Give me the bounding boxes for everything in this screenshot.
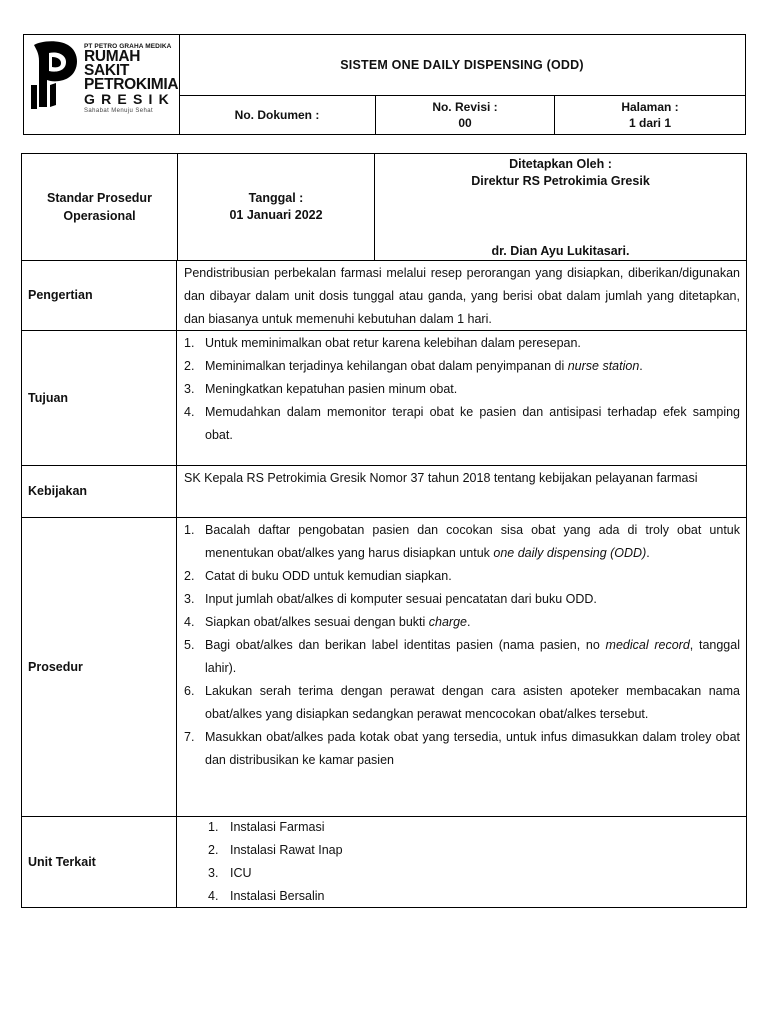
revision-value: 00 bbox=[458, 115, 472, 130]
list-item: 1. Instalasi Farmasi bbox=[208, 820, 325, 834]
tujuan-list bbox=[184, 332, 740, 447]
list-item: 4. Instalasi Bersalin bbox=[208, 889, 325, 903]
sop-header-row bbox=[22, 154, 746, 261]
list-item: 2. Catat di buku ODD untuk kemudian siapkan. bbox=[184, 569, 452, 583]
section-label: Kebijakan bbox=[22, 465, 177, 517]
prosedur-list bbox=[184, 519, 740, 772]
hospital-logo bbox=[24, 35, 180, 134]
list-item: 4. Siapkan obat/alkes sesuai dengan bukti charge. bbox=[184, 615, 471, 629]
logo-line2: PETROKIMIA bbox=[84, 76, 179, 93]
sop-date bbox=[178, 154, 375, 260]
revision-label: No. Revisi : bbox=[432, 99, 498, 114]
list-item: 2. Instalasi Rawat Inap bbox=[208, 843, 343, 857]
document-title: SISTEM ONE DAILY DISPENSING (ODD) bbox=[179, 35, 745, 96]
document-number-cell bbox=[179, 95, 375, 134]
section-kebijakan bbox=[22, 465, 746, 518]
sop-label bbox=[22, 154, 178, 260]
section-label: Unit Terkait bbox=[22, 816, 177, 908]
logo-line3: GRESIK bbox=[84, 91, 175, 107]
page-cell bbox=[554, 95, 745, 134]
page-value: 1 dari 1 bbox=[628, 115, 672, 130]
section-content bbox=[178, 517, 746, 816]
list-item: 1. Untuk meminimalkan obat retur karena kelebihan dalam peresepan. bbox=[184, 336, 581, 350]
petrokimia-logo-icon bbox=[28, 39, 82, 111]
logo-tagline: Sahabat Menuju Sehat bbox=[84, 108, 154, 114]
list-item: 5. Bagi obat/alkes dan berikan label identitas pasien (nama pasien, no medical record, tanggal lahir). bbox=[184, 638, 740, 675]
section-prosedur bbox=[22, 517, 746, 817]
logo-line1: RUMAH SAKIT bbox=[84, 48, 141, 79]
section-content bbox=[178, 260, 746, 330]
unit-list bbox=[184, 816, 740, 908]
document-header bbox=[23, 34, 746, 135]
section-label: Tujuan bbox=[22, 330, 177, 465]
logo-wordmark bbox=[84, 43, 179, 114]
approval-authority: Direktur RS Petrokimia Gresik bbox=[471, 174, 650, 188]
approval-label: Ditetapkan Oleh : bbox=[509, 157, 612, 171]
list-item: 3. Input jumlah obat/alkes di komputer sesuai pencatatan dari buku ODD. bbox=[184, 592, 597, 606]
section-tujuan bbox=[22, 330, 746, 466]
section-label: Prosedur bbox=[22, 517, 177, 816]
sop-approval bbox=[375, 154, 746, 260]
date-label: Tanggal : bbox=[248, 191, 304, 205]
logo-company: PT PETRO GRAHA MEDIKA bbox=[84, 43, 172, 50]
section-content bbox=[178, 465, 746, 517]
list-item: 4. Memudahkan dalam memonitor terapi obat ke pasien dan antisipasi terhadap efek samping obat. bbox=[184, 405, 740, 442]
sop-label-line1: Standar Prosedur bbox=[47, 191, 152, 205]
document-number-label: No. Dokumen : bbox=[234, 107, 320, 122]
sop-label-line2: Operasional bbox=[63, 209, 136, 223]
list-item: 1. Bacalah daftar pengobatan pasien dan cocokan sisa obat yang ada di troly obat untuk menentukan obat/alkes yang harus disiapkan untuk one daily dispensing (ODD). bbox=[184, 523, 740, 560]
pengertian-text: Pendistribusian perbekalan farmasi melalui resep perorangan yang disiapkan, diberikan/digunakan dan dibayar dalam unit dosis tunggal atau ganda, yang berisi obat dalam jumlah yang ditetapkan, dan biasanya untuk memenuhi kebutuhan dalam 1 hari. bbox=[184, 266, 740, 326]
kebijakan-text: SK Kepala RS Petrokimia Gresik Nomor 37 tahun 2018 tentang kebijakan pelayanan farmasi bbox=[184, 471, 698, 485]
document-meta-row bbox=[179, 95, 745, 134]
list-item: 3. Meningkatkan kepatuhan pasien minum obat. bbox=[184, 382, 458, 396]
signatory-name: dr. Dian Ayu Lukitasari. bbox=[491, 244, 630, 258]
list-item: 2. Meminimalkan terjadinya kehilangan obat dalam penyimpanan di nurse station. bbox=[184, 359, 643, 373]
revision-cell bbox=[375, 95, 554, 134]
list-item: 6. Lakukan serah terima dengan perawat dengan cara asisten apoteker membacakan nama obat/alkes yang disiapkan sedangkan perawat mencocokan obat/alkes tersebut. bbox=[184, 684, 740, 721]
date-value: 01 Januari 2022 bbox=[229, 208, 323, 222]
section-content bbox=[178, 330, 746, 465]
list-item: 7. Masukkan obat/alkes pada kotak obat yang tersedia, untuk infus dimasukkan dalam troley obat dan distribusikan ke kamar pasien bbox=[184, 730, 740, 767]
page-label: Halaman : bbox=[621, 99, 679, 114]
section-unit-terkait bbox=[22, 816, 746, 908]
sop-table bbox=[21, 153, 747, 908]
section-content bbox=[178, 816, 746, 908]
section-pengertian bbox=[22, 260, 746, 331]
section-label: Pengertian bbox=[22, 260, 177, 330]
list-item: 3. ICU bbox=[208, 866, 252, 880]
